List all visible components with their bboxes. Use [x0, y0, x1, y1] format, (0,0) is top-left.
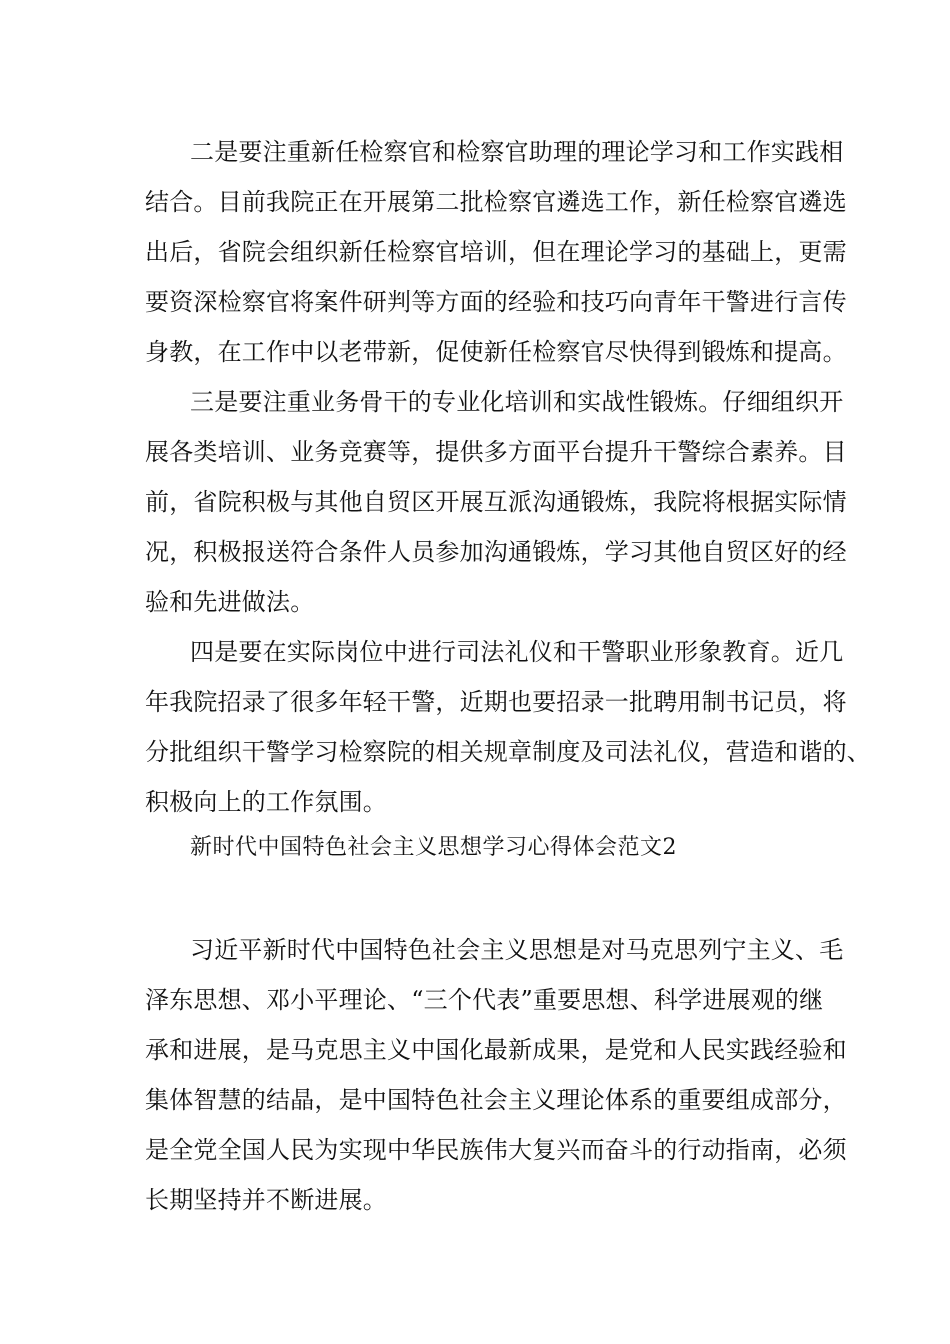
paragraph-line: 结合。目前我院正在开展第二批检察官遴选工作，新任检察官遴选: [145, 188, 847, 216]
paragraph-line: 习近平新时代中国特色社会主义思想是对马克思列宁主义、毛: [190, 936, 844, 964]
paragraph-line: 承和进展，是马克思主义中国化最新成果，是党和人民实践经验和: [145, 1036, 847, 1064]
paragraph-line: 展各类培训、业务竞赛等，提供多方面平台提升干警综合素养。目: [145, 438, 847, 466]
paragraph-line: 身教，在工作中以老带新，促使新任检察官尽快得到锻炼和提高。: [145, 338, 847, 366]
paragraph-line: 分批组织干警学习检察院的相关规章制度及司法礼仪，营造和谐的、: [145, 738, 871, 766]
paragraph-line: 是全党全国人民为实现中华民族伟大复兴而奋斗的行动指南，必须: [145, 1136, 847, 1164]
paragraph-line: 况，积极报送符合条件人员参加沟通锻炼，学习其他自贸区好的经: [145, 538, 847, 566]
paragraph-line: 要资深检察官将案件研判等方面的经验和技巧向青年干警进行言传: [145, 288, 847, 316]
paragraph-line: 前，省院积极与其他自贸区开展互派沟通锻炼，我院将根据实际情: [145, 488, 847, 516]
paragraph-line: 积极向上的工作氛围。: [145, 788, 387, 816]
paragraph-line: 长期坚持并不断进展。: [145, 1186, 387, 1214]
paragraph-line: 泽东思想、邓小平理论、“三个代表”重要思想、科学进展观的继: [145, 986, 824, 1014]
paragraph-line: 年我院招录了很多年轻干警，近期也要招录一批聘用制书记员，将: [145, 688, 847, 716]
paragraph-line: 出后，省院会组织新任检察官培训，但在理论学习的基础上，更需: [145, 238, 847, 266]
paragraph-line: 三是要注重业务骨干的专业化培训和实战性锻炼。仔细组织开: [190, 388, 844, 416]
paragraph-line: 四是要在实际岗位中进行司法礼仪和干警职业形象教育。近几: [190, 638, 844, 666]
paragraph-line: 二是要注重新任检察官和检察官助理的理论学习和工作实践相: [190, 138, 844, 166]
paragraph-line: 集体智慧的结晶，是中国特色社会主义理论体系的重要组成部分，: [145, 1086, 847, 1114]
paragraph-line: 验和先进做法。: [145, 588, 315, 616]
section-heading: 新时代中国特色社会主义思想学习心得体会范文2: [190, 835, 677, 860]
